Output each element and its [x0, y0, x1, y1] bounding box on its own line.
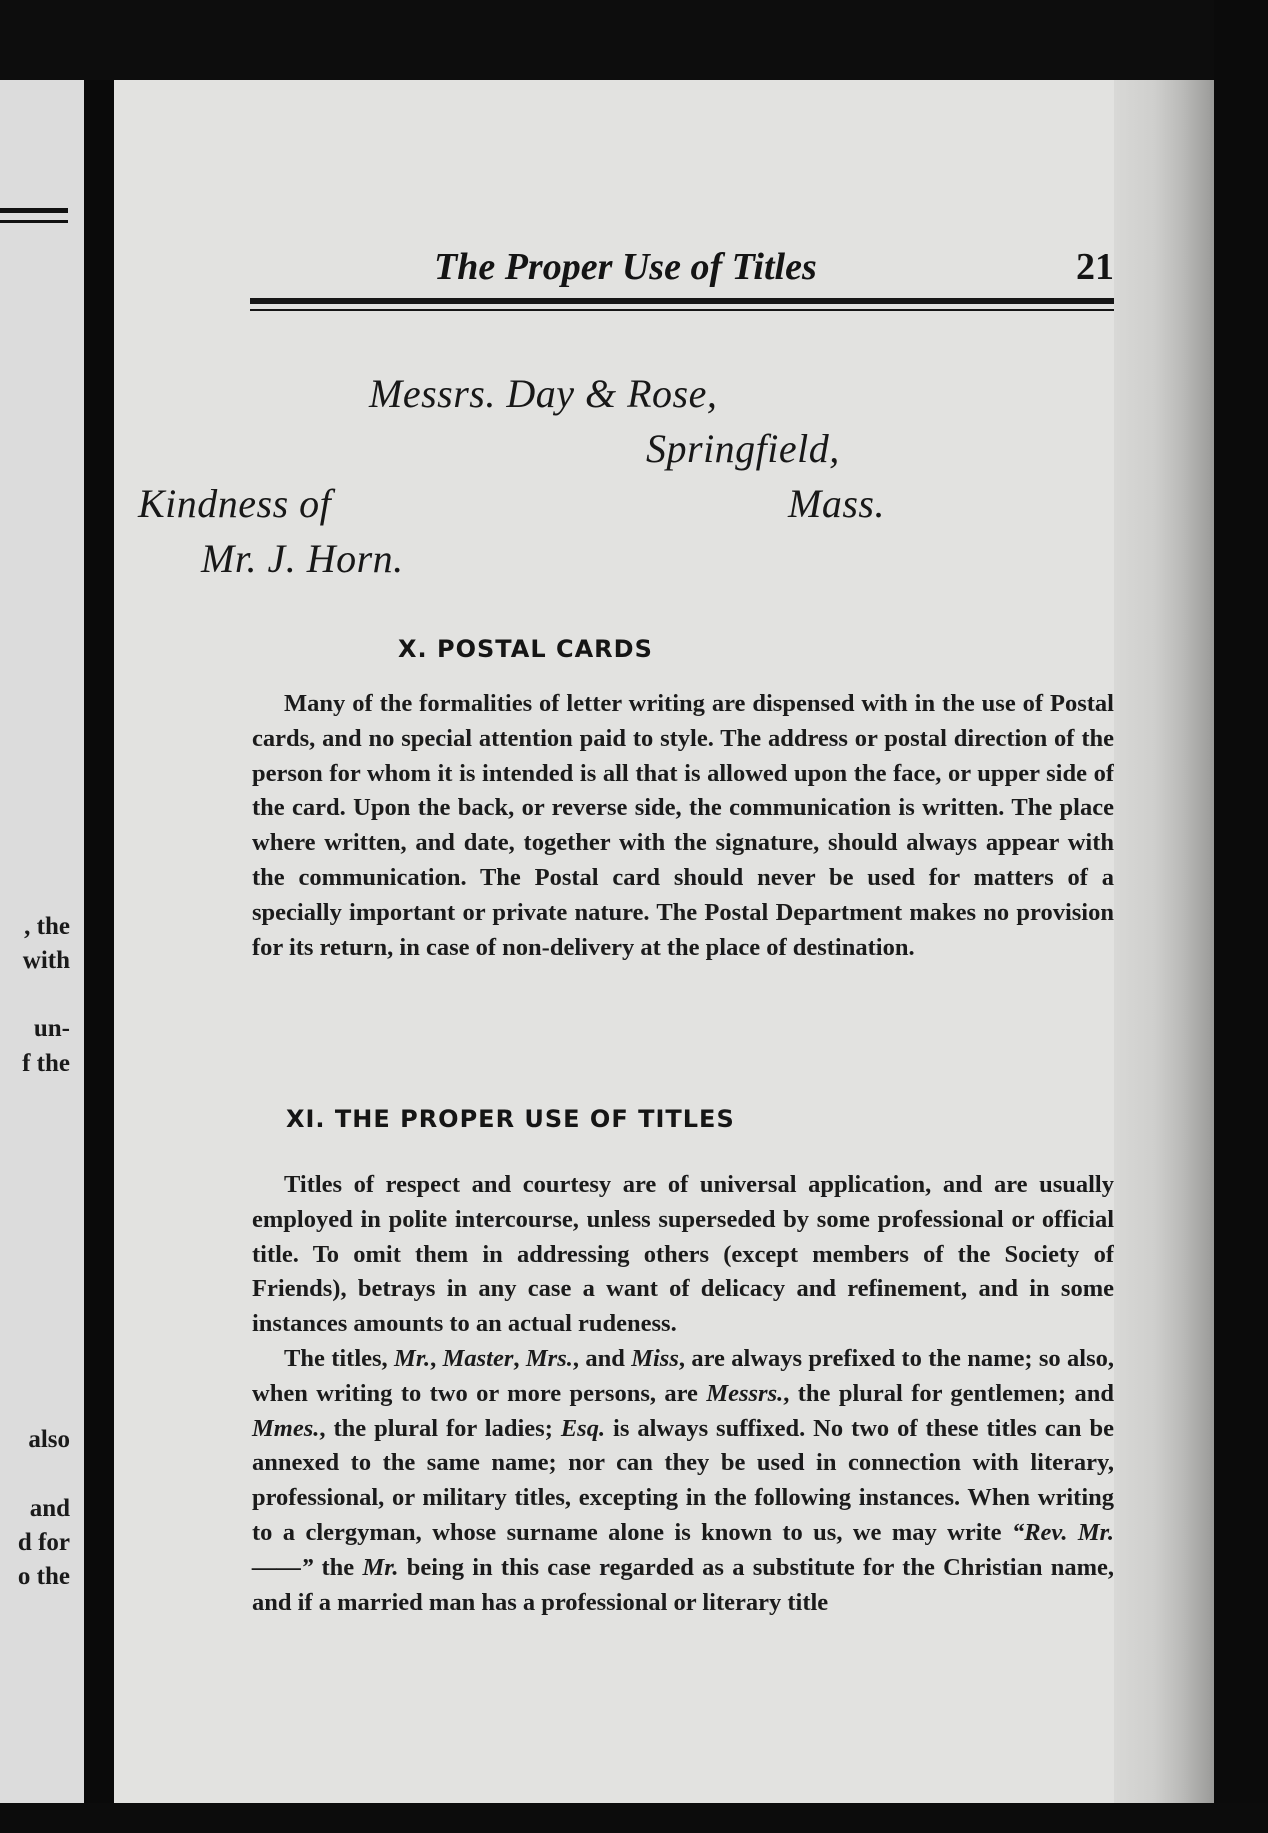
scan-top-border — [0, 0, 1268, 80]
text-run: is always suffixed. No two of these titles can be annexed to the same name; nor can they be used in connection with literary, professional, or military titles, excepting in the following instances. When writing to a clergyman, whose surname alone is known to us, we may write — [252, 1414, 1114, 1546]
text-run: The titles, — [284, 1344, 395, 1372]
page-stack-edge — [1114, 80, 1214, 1803]
text-run: , the plural for ladies; — [319, 1414, 561, 1442]
address-line-1: Messrs. Day & Rose, — [369, 371, 718, 416]
page-number: 21 — [1076, 246, 1114, 288]
header-rule-thin — [250, 309, 1114, 311]
text-run: , the plural for gentlemen; and — [783, 1379, 1114, 1407]
facing-page-text: d for — [17, 1529, 70, 1556]
address-bearer: Mr. J. Horn. — [201, 536, 404, 581]
facing-page-text: and — [29, 1495, 70, 1522]
scan-right-border — [1214, 0, 1268, 1833]
paragraph-text — [252, 1342, 1114, 1620]
book-gutter — [84, 80, 114, 1803]
text-run: , — [513, 1344, 526, 1372]
facing-page-text: also — [28, 1426, 70, 1453]
title-term: Mr. — [362, 1553, 399, 1581]
postal-cards-paragraph — [252, 687, 1114, 965]
title-term: Master — [442, 1344, 514, 1372]
scan-bottom-border — [0, 1803, 1268, 1833]
text-run: being in this case regarded as a substitute for the Christian name, and if a married man has a professional or literary title — [252, 1553, 1114, 1616]
title-term: Messrs. — [706, 1379, 784, 1407]
facing-page-text: un- — [33, 1015, 70, 1042]
text-run: , — [430, 1344, 443, 1372]
facing-page-text: , the — [24, 913, 70, 940]
facing-page-text: f the — [22, 1050, 70, 1077]
facing-page-fragment — [0, 80, 84, 1803]
address-state: Mass. — [788, 481, 885, 526]
address-line-2: Springfield, — [646, 426, 840, 471]
running-head — [344, 245, 1114, 295]
running-head-title: The Proper Use of Titles — [434, 246, 817, 288]
address-kindness: Kindness of — [138, 481, 332, 526]
facing-page-rule — [0, 208, 68, 213]
titles-paragraphs — [252, 1168, 1114, 1620]
title-term: Mrs. — [525, 1344, 573, 1372]
title-term: Esq. — [560, 1414, 606, 1442]
title-term: Mr. — [394, 1344, 431, 1372]
section-heading-titles: XI. THE PROPER USE OF TITLES — [286, 1105, 735, 1133]
facing-page-text: with — [22, 947, 70, 974]
paragraph-text: Titles of respect and courtesy are of universal application, and are usually employed in polite intercourse, unless superseded by some professional or official title. To omit them in addressing others (except members of the Society of Friends), betrays in any case a want of delicacy and refinement, and in some instances amounts to an actual rudeness. — [252, 1171, 1114, 1338]
title-term: Miss — [631, 1344, 679, 1372]
book-page — [114, 80, 1114, 1803]
title-term: Mmes. — [252, 1414, 320, 1442]
paragraph-text: Many of the formalities of letter writing are dispensed with in the use of Postal cards, and no special attention paid to style. The address or postal direction of the person for whom it is intended is all that is allowed upon the face, or upper side of the card. Upon the back, or reverse side, the communication is written. The place where written, and date, together with the signature, should always appear with the communication. The Postal card should never be used for matters of a specially important or private nature. The Postal Department makes no provision for its return, in case of non-delivery at the place of destination. — [252, 690, 1114, 961]
text-run: , and — [572, 1344, 632, 1372]
title-term: “Rev. Mr. ——” — [252, 1518, 1114, 1581]
text-run: the — [313, 1553, 363, 1581]
facing-page-rule — [0, 220, 68, 223]
header-rule — [250, 298, 1114, 304]
facing-page-text: o the — [17, 1563, 70, 1590]
section-heading-postal-cards: X. POSTAL CARDS — [398, 635, 653, 663]
text-run: , are always prefixed to the name; so also, when writing to two or more persons, are — [252, 1344, 1114, 1407]
